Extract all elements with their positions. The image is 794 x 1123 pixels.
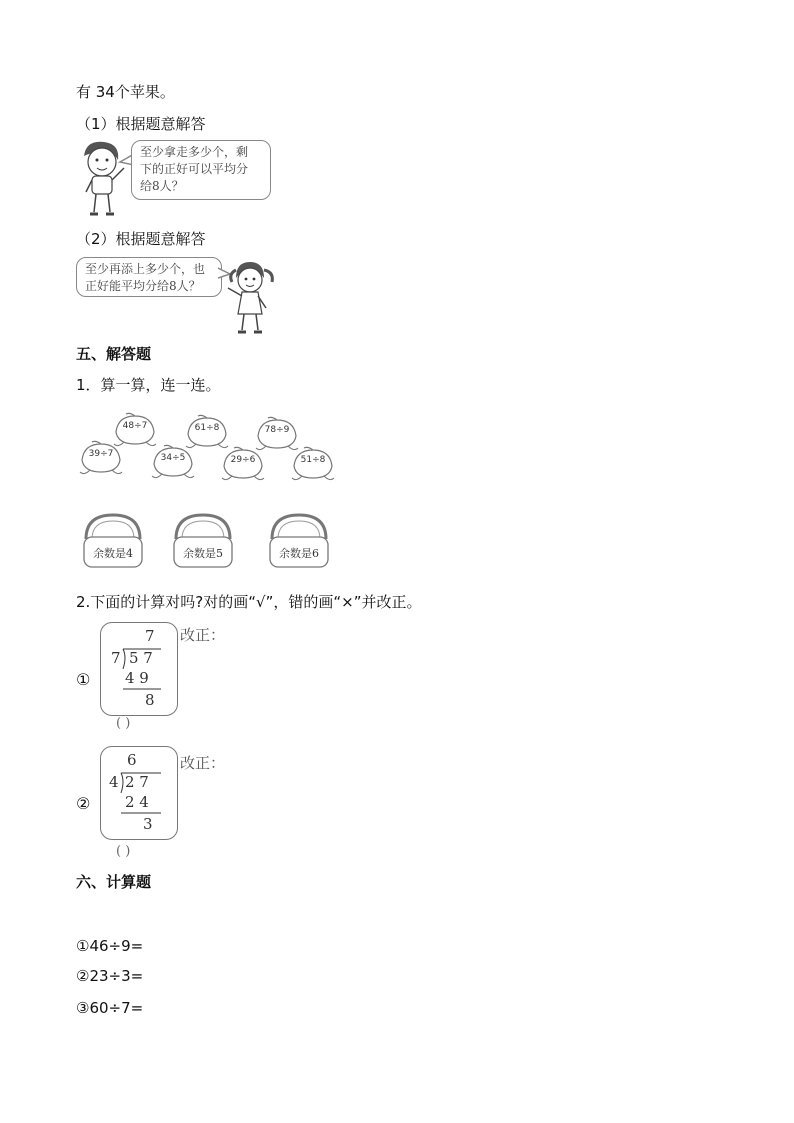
divisor: 4 — [109, 773, 119, 791]
peach-item — [78, 440, 124, 476]
basket-label: 余数是6 — [279, 547, 319, 560]
peach-item — [150, 444, 196, 480]
peach-item — [290, 446, 336, 482]
speech-bubble-1 — [131, 140, 271, 200]
item2-marker: ② — [76, 794, 91, 813]
quotient: 6 — [127, 751, 137, 769]
fix-label-2: 改正： — [180, 754, 226, 772]
fix-label-1: 改正： — [180, 626, 226, 644]
bubble1-line: 给8人？ — [140, 179, 184, 193]
peach-label: 78÷9 — [264, 425, 290, 435]
bubble2-line: 至少再添上多少个，也 — [85, 262, 206, 276]
calc-item-1: ①46÷9= — [76, 937, 144, 955]
long-division-2 — [100, 746, 178, 840]
bubble2-line: 正好能平均分给8人？ — [85, 279, 201, 293]
section5-title: 五、解答题 — [76, 345, 152, 363]
remainder: 3 — [143, 815, 153, 833]
product: 4 9 — [125, 669, 149, 687]
speech-bubble-2 — [76, 257, 222, 297]
girl-illustration — [222, 258, 278, 336]
basket-label: 余数是4 — [93, 547, 133, 560]
calc-item-3: ③60÷7= — [76, 999, 144, 1017]
calc-item-2: ②23÷3= — [76, 967, 144, 985]
peach-item — [220, 446, 266, 482]
bubble1-line: 下的正好可以平均分 — [140, 162, 249, 176]
basket-label: 余数是5 — [183, 547, 223, 560]
basket-item — [268, 513, 330, 569]
q2-label: 2.下面的计算对吗?对的画“√”，错的画“×”并改正。 — [76, 593, 422, 611]
item1-marker: ① — [76, 670, 91, 689]
basket-item — [82, 513, 144, 569]
peach-label: 34÷5 — [160, 453, 186, 463]
section6-title: 六、计算题 — [76, 873, 152, 891]
basket-item — [172, 513, 234, 569]
boy-illustration — [74, 138, 130, 220]
peach-label: 39÷7 — [88, 449, 114, 459]
answer-paren-2[interactable]: ( ) — [116, 844, 131, 859]
peach-label: 51÷8 — [300, 455, 326, 465]
quotient: 7 — [145, 627, 155, 645]
part2-label: （2）根据题意解答 — [76, 230, 206, 248]
dividend: 2 7 — [125, 773, 149, 791]
division-bracket — [101, 747, 177, 839]
q1-label: 1．算一算，连一连。 — [76, 376, 221, 394]
long-division-1 — [100, 622, 178, 716]
peach-label: 29÷6 — [230, 455, 256, 465]
bubble1-line: 至少拿走多少个，剩 — [140, 145, 249, 159]
peach-label: 61÷8 — [194, 423, 220, 433]
divisor: 7 — [111, 649, 121, 667]
division-bracket — [101, 623, 177, 715]
peach-label: 48÷7 — [122, 421, 148, 431]
intro-text: 有 34个苹果。 — [76, 83, 175, 101]
part1-label: （1）根据题意解答 — [76, 115, 206, 133]
answer-paren-1[interactable]: ( ) — [116, 716, 131, 731]
remainder: 8 — [145, 691, 155, 709]
dividend: 5 7 — [129, 649, 153, 667]
product: 2 4 — [125, 793, 149, 811]
